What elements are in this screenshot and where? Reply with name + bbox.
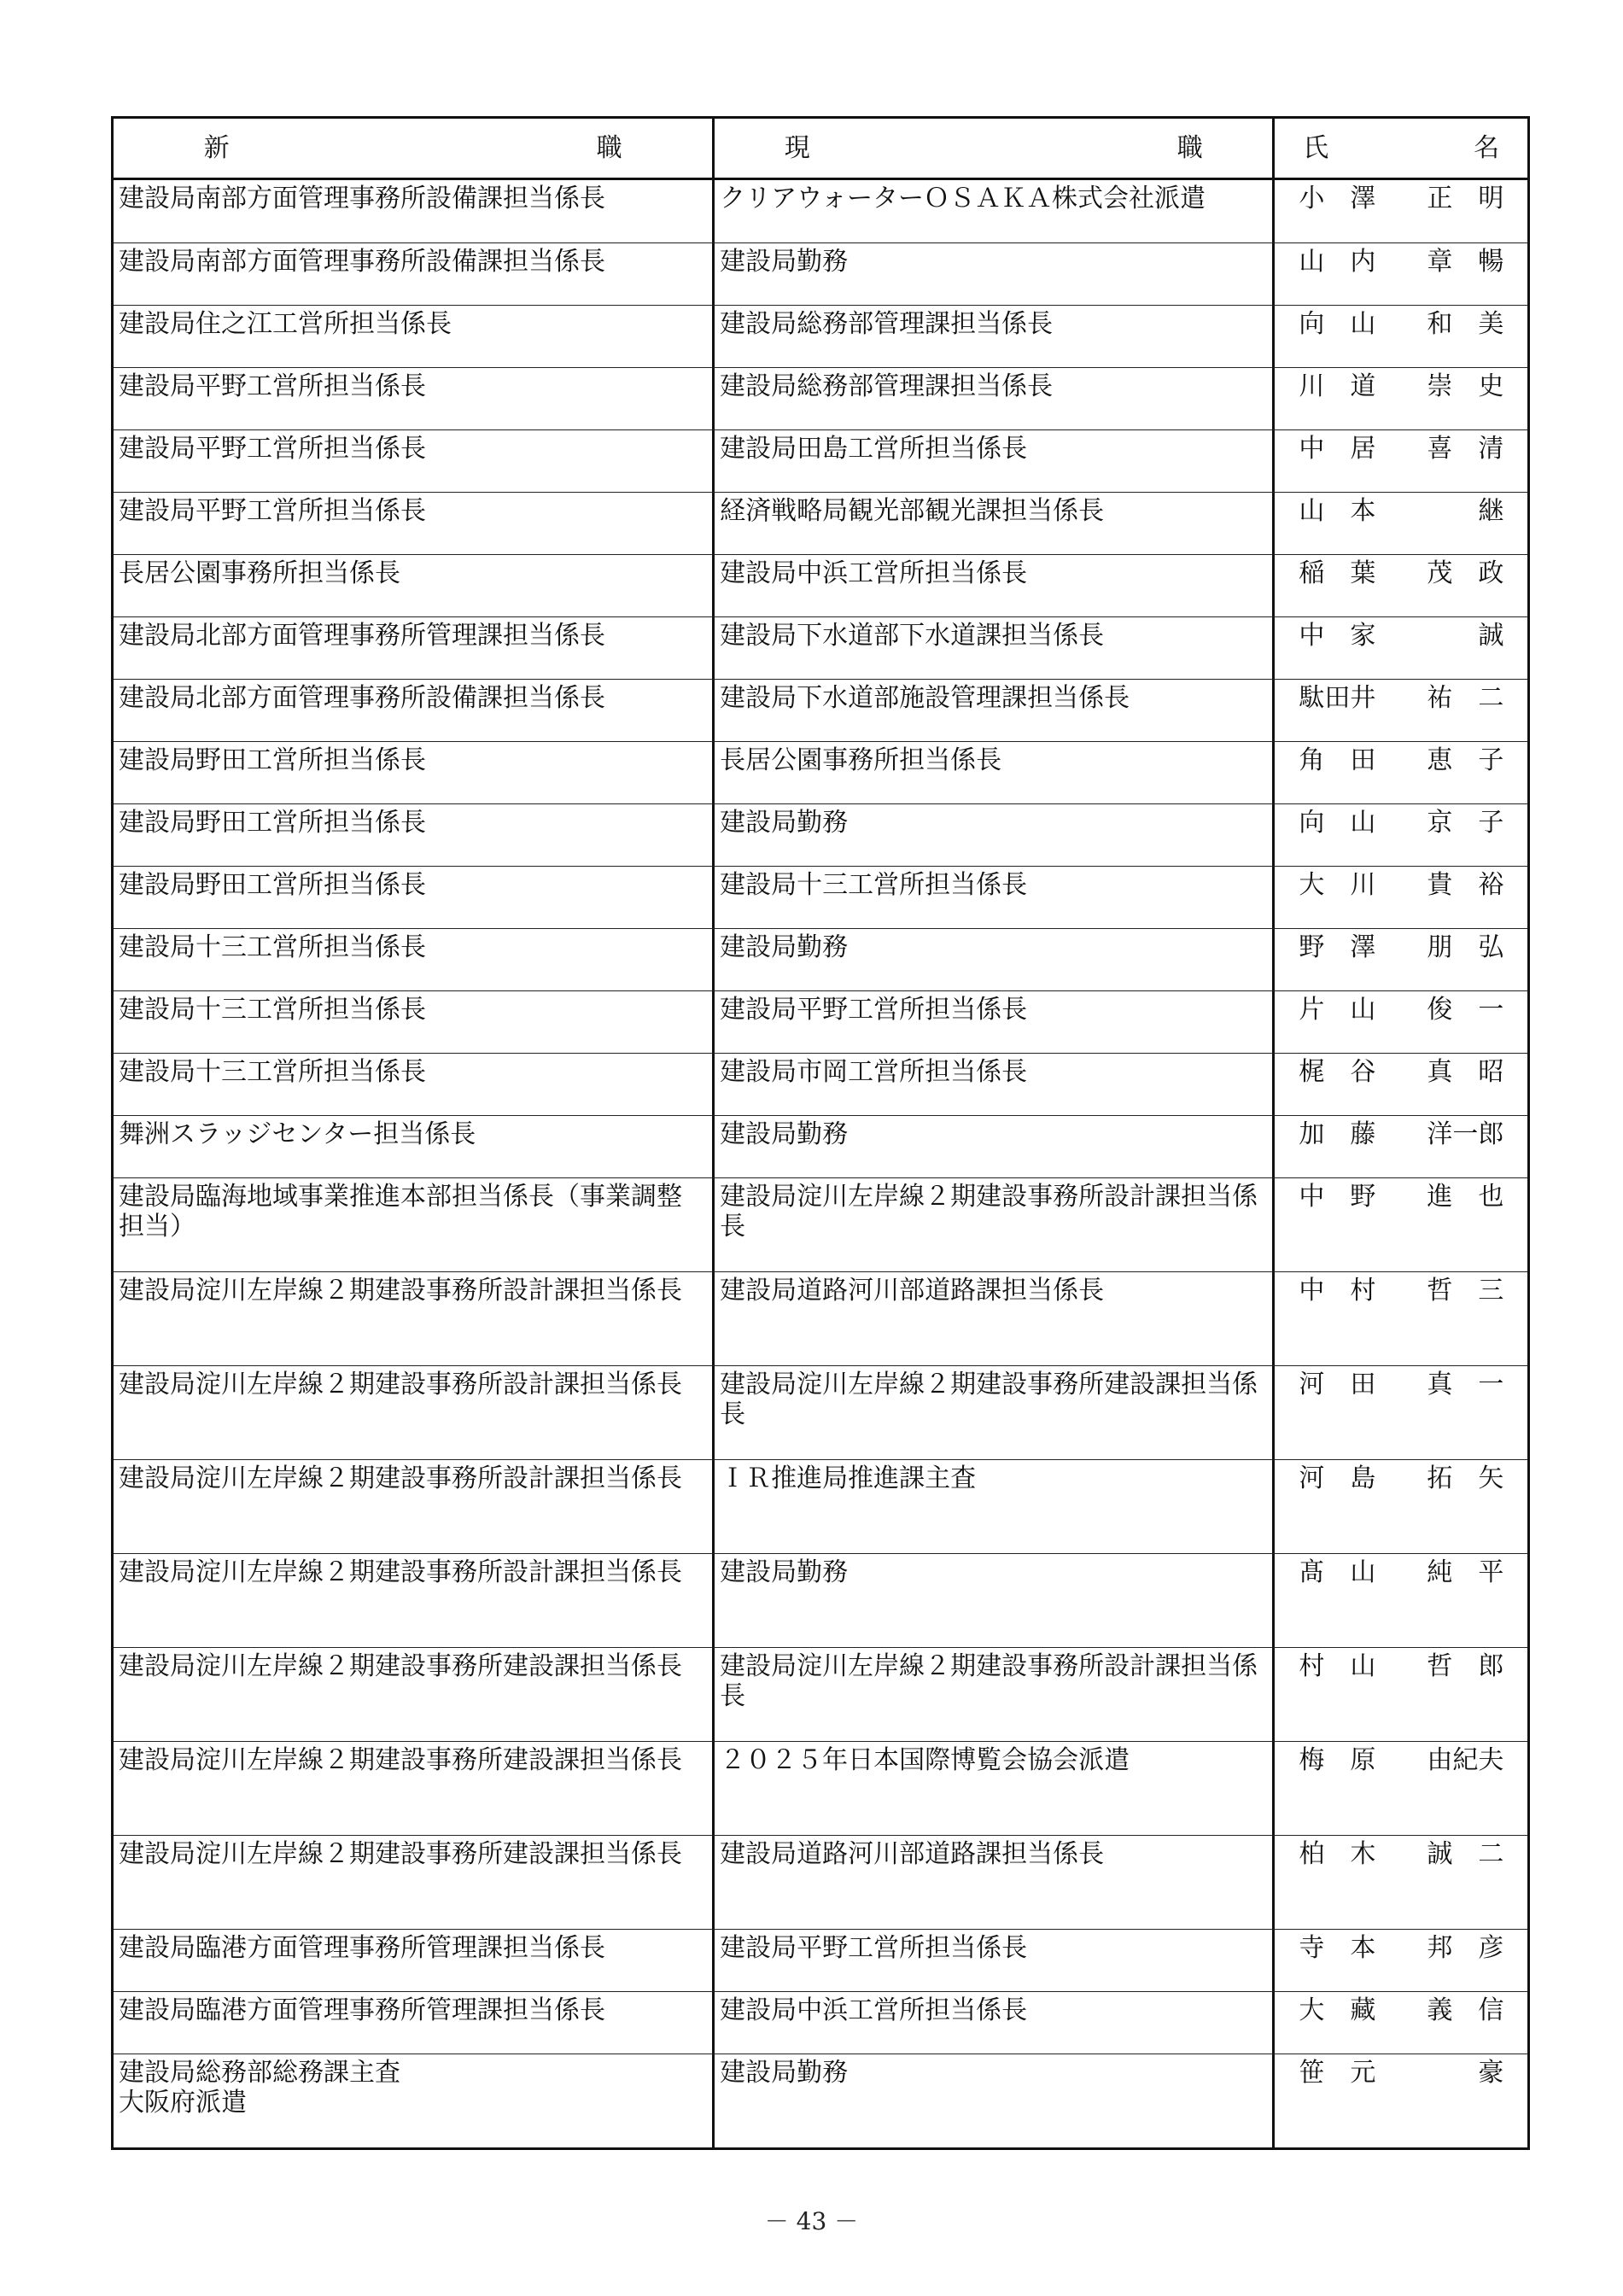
table-row: [114, 554, 1527, 616]
current-post-cell: 建設局淀川左岸線２期建設事務所設計課担当係長: [715, 1178, 1275, 1271]
table-row: [114, 429, 1527, 492]
header-name: 氏 名: [1303, 133, 1560, 163]
current-post-cell: 建設局中浜工営所担当係長: [715, 1992, 1275, 2054]
current-post-cell: 建設局十三工営所担当係長: [715, 867, 1275, 928]
personnel-table: [111, 116, 1560, 2150]
new-post-cell: 建設局淀川左岸線２期建設事務所設計課担当係長: [114, 1272, 715, 1365]
new-post-cell: 建設局臨港方面管理事務所管理課担当係長: [114, 1992, 715, 2054]
table-body: [114, 180, 1527, 2147]
current-post-cell: 建設局淀川左岸線２期建設事務所設計課担当係長: [715, 1648, 1275, 1741]
name-cell: 向 山 京 子: [1299, 808, 1504, 838]
current-post-cell: 建設局下水道部下水道課担当係長: [715, 617, 1275, 679]
table-row: [114, 1053, 1527, 1115]
current-post-cell: 建設局平野工営所担当係長: [715, 1930, 1275, 1991]
name-cell: 髙 山 純 平: [1299, 1557, 1504, 1587]
name-cell: 川 道 崇 史: [1299, 371, 1504, 401]
table-row: [114, 180, 1527, 242]
table-row: [114, 1365, 1527, 1459]
new-post-cell: 建設局野田工営所担当係長: [114, 867, 715, 928]
name-cell: 中 村 哲 三: [1299, 1276, 1504, 1306]
table-row: [114, 1647, 1527, 1741]
name-cell: 梅 原 由紀夫: [1299, 1745, 1504, 1775]
table-row: [114, 616, 1527, 679]
name-cell: 加 藤 洋一郎: [1299, 1119, 1504, 1149]
new-post-cell: 建設局淀川左岸線２期建設事務所建設課担当係長: [114, 1836, 715, 1929]
new-post-cell: 建設局北部方面管理事務所設備課担当係長: [114, 680, 715, 741]
current-post-cell: 建設局勤務: [715, 1116, 1275, 1177]
name-cell: 中 野 進 也: [1299, 1182, 1504, 1212]
name-cell: 寺 本 邦 彦: [1299, 1933, 1504, 1963]
new-post-cell: 建設局淀川左岸線２期建設事務所設計課担当係長: [114, 1366, 715, 1459]
table-row: [114, 803, 1527, 866]
current-post-cell: クリアウォーターＯＳＡＫＡ株式会社派遣: [715, 180, 1275, 242]
new-post-cell: 建設局南部方面管理事務所設備課担当係長: [114, 243, 715, 305]
name-cell: 村 山 哲 郎: [1299, 1651, 1504, 1681]
current-post-cell: 長居公園事務所担当係長: [715, 742, 1275, 803]
table-row: [114, 1177, 1527, 1271]
new-post-cell: 建設局北部方面管理事務所管理課担当係長: [114, 617, 715, 679]
name-cell: 大 川 貴 裕: [1299, 870, 1504, 900]
table-row: [114, 305, 1527, 367]
name-cell: 向 山 和 美: [1299, 309, 1504, 339]
name-cell: 笹 元 豪: [1299, 2058, 1504, 2088]
new-post-cell: 長居公園事務所担当係長: [114, 555, 715, 616]
table-row: [114, 679, 1527, 741]
new-post-cell: 建設局十三工営所担当係長: [114, 1054, 715, 1115]
current-post-cell: 建設局勤務: [715, 929, 1275, 990]
table-row: [114, 242, 1527, 305]
table-row: [114, 1929, 1527, 1991]
new-post-cell: 建設局十三工営所担当係長: [114, 929, 715, 990]
current-post-cell: 建設局下水道部施設管理課担当係長: [715, 680, 1275, 741]
new-post-cell: 建設局臨港方面管理事務所管理課担当係長: [114, 1930, 715, 1991]
new-post-cell: 建設局野田工営所担当係長: [114, 804, 715, 866]
new-post-cell: 建設局淀川左岸線２期建設事務所設計課担当係長: [114, 1460, 715, 1553]
name-cell: 梶 谷 真 昭: [1299, 1057, 1504, 1087]
name-cell: 駄田井 祐 二: [1299, 683, 1504, 713]
new-post-cell: 舞洲スラッジセンター担当係長: [114, 1116, 715, 1177]
name-cell: 柏 木 誠 二: [1299, 1839, 1504, 1869]
current-post-cell: 建設局勤務: [715, 243, 1275, 305]
page-number: － 43 －: [764, 2207, 859, 2235]
name-cell: 中 居 喜 清: [1299, 434, 1504, 464]
current-post-cell: 建設局市岡工営所担当係長: [715, 1054, 1275, 1115]
table-row: [114, 1553, 1527, 1647]
new-post-cell: 建設局平野工営所担当係長: [114, 493, 715, 554]
name-cell: 野 澤 朋 弘: [1299, 932, 1504, 962]
table-row: [114, 866, 1527, 928]
name-cell: 小 澤 正 明: [1299, 184, 1504, 213]
current-post-cell: 建設局道路河川部道路課担当係長: [715, 1272, 1275, 1365]
name-cell: 河 田 真 一: [1299, 1370, 1504, 1399]
new-post-cell: 建設局南部方面管理事務所設備課担当係長: [114, 180, 715, 242]
table-row: [114, 990, 1527, 1053]
table-row: [114, 1991, 1527, 2054]
header-new-post: 新 職: [114, 119, 715, 178]
current-post-cell: 建設局平野工営所担当係長: [715, 991, 1275, 1053]
name-cell: 山 本 継: [1299, 496, 1504, 526]
current-post-cell: 建設局勤務: [715, 1554, 1275, 1647]
table-row: [114, 1271, 1527, 1365]
name-cell: 中 家 誠: [1299, 621, 1504, 651]
new-post-cell: 建設局淀川左岸線２期建設事務所建設課担当係長: [114, 1742, 715, 1835]
new-post-cell: 建設局平野工営所担当係長: [114, 430, 715, 492]
table-row: [114, 1835, 1527, 1929]
new-post-cell: 建設局淀川左岸線２期建設事務所設計課担当係長: [114, 1554, 715, 1647]
name-cell: 角 田 恵 子: [1299, 745, 1504, 775]
new-post-cell: 建設局総務部総務課主査 大阪府派遣: [114, 2054, 715, 2147]
name-cell: 稲 葉 茂 政: [1299, 558, 1504, 588]
table-header: [114, 119, 1560, 180]
current-post-cell: 経済戦略局観光部観光課担当係長: [715, 493, 1275, 554]
new-post-cell: 建設局平野工営所担当係長: [114, 368, 715, 429]
current-post-cell: 建設局中浜工営所担当係長: [715, 555, 1275, 616]
current-post-cell: 建設局田島工営所担当係長: [715, 430, 1275, 492]
current-post-cell: 建設局道路河川部道路課担当係長: [715, 1836, 1275, 1929]
name-cell: 片 山 俊 一: [1299, 995, 1504, 1025]
current-post-cell: 建設局総務部管理課担当係長: [715, 306, 1275, 367]
current-post-cell: 建設局淀川左岸線２期建設事務所建設課担当係長: [715, 1366, 1275, 1459]
new-post-cell: 建設局淀川左岸線２期建設事務所建設課担当係長: [114, 1648, 715, 1741]
table-row: [114, 2054, 1527, 2147]
new-post-cell: 建設局野田工営所担当係長: [114, 742, 715, 803]
table-row: [114, 741, 1527, 803]
table-row: [114, 367, 1527, 429]
table-row: [114, 1459, 1527, 1553]
table-row: [114, 492, 1527, 554]
table-row: [114, 1115, 1527, 1177]
new-post-cell: 建設局十三工営所担当係長: [114, 991, 715, 1053]
name-cell: 河 島 拓 矢: [1299, 1463, 1504, 1493]
current-post-cell: 建設局勤務: [715, 804, 1275, 866]
current-post-cell: ２０２５年日本国際博覧会協会派遣: [715, 1742, 1275, 1835]
new-post-cell: 建設局臨海地域事業推進本部担当係長（事業調整担当）: [114, 1178, 715, 1271]
current-post-cell: ＩＲ推進局推進課主査: [715, 1460, 1275, 1553]
header-current-post: 現 職: [715, 119, 1275, 178]
current-post-cell: 建設局総務部管理課担当係長: [715, 368, 1275, 429]
new-post-cell: 建設局住之江工営所担当係長: [114, 306, 715, 367]
table-row: [114, 1741, 1527, 1835]
current-post-cell: 建設局勤務: [715, 2054, 1275, 2147]
name-cell: 山 内 章 暢: [1299, 247, 1504, 277]
table-row: [114, 928, 1527, 990]
name-cell: 大 藏 義 信: [1299, 1995, 1504, 2025]
